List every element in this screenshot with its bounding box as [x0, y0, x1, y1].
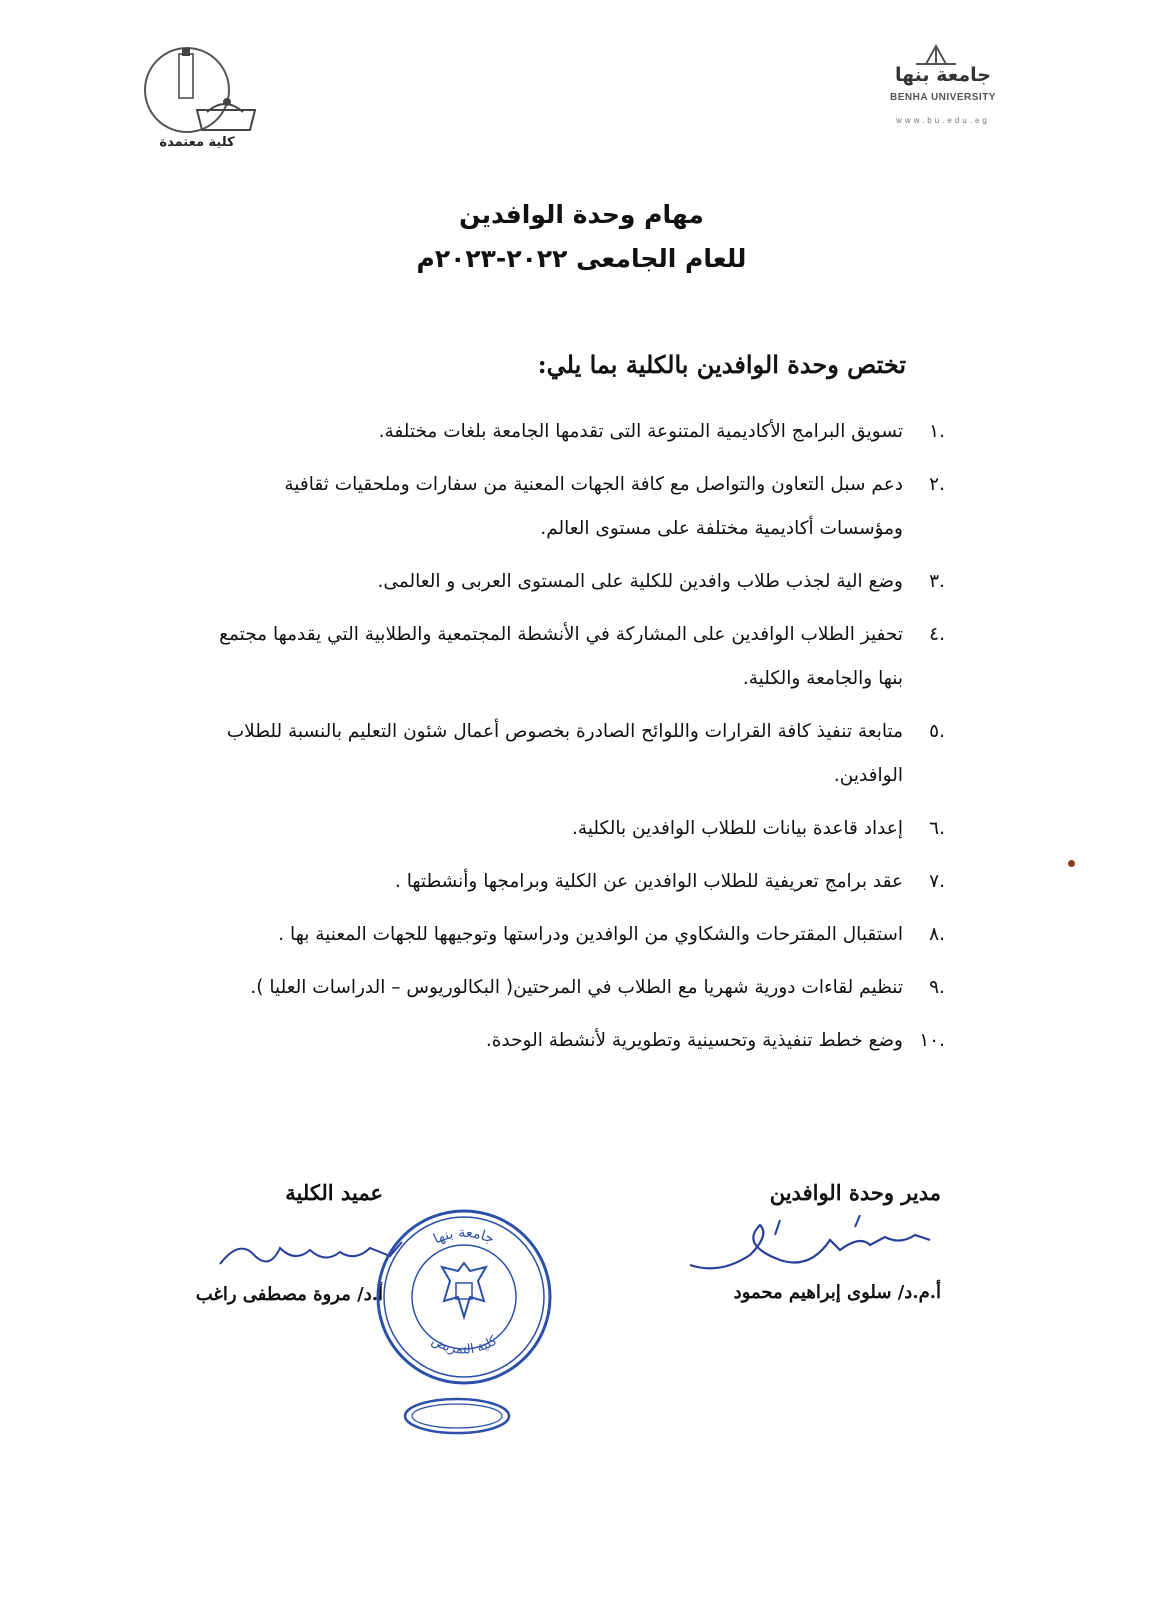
item-text: تنظيم لقاءات دورية شهريا مع الطلاب في المرحتين( البكالوريوس – الدراسات العليا ). — [250, 977, 903, 998]
list-item — [200, 560, 945, 604]
list-item — [200, 463, 945, 551]
signature-title-dean: عميد الكلية — [285, 1180, 383, 1205]
item-text: دعم سبل التعاون والتواصل مع كافة الجهات المعنية من سفارات وملحقيات ثقافية ومؤسسات أكاديمية مختلفة على مستوى العالم. — [284, 474, 903, 539]
item-text: متابعة تنفيذ كافة القرارات واللوائح الصادرة بخصوص أعمال شئون التعليم بالنسبة للطلاب الوافدين. — [226, 721, 903, 786]
university-name-arabic: جامعة بنها — [894, 64, 992, 86]
item-number: .٢ — [929, 474, 945, 495]
stamp-bottom-text: كلية التمريض — [428, 1333, 501, 1358]
item-number: .٦ — [929, 818, 945, 839]
item-text: تحفيز الطلاب الوافدين على المشاركة في الأنشطة المجتمعية والطلابية التي يقدمها مجتمع بنها والجامعة والكلية. — [219, 624, 903, 689]
svg-text:جامعة بنها — [431, 1225, 497, 1248]
university-website: www.bu.edu.eg — [896, 116, 990, 125]
item-number: .٥ — [929, 721, 945, 742]
stamp-top-text: جامعة بنها — [430, 1224, 497, 1248]
intro-heading: تختص وحدة الوافدين بالكلية بما يلي: — [537, 350, 906, 379]
list-item — [200, 860, 945, 904]
ink-speck — [1068, 860, 1075, 867]
official-stamp — [372, 1205, 557, 1390]
item-text: تسويق البرامج الأكاديمية المتنوعة التى تقدمها الجامعة بلغات مختلفة. — [378, 421, 903, 442]
item-number: .٩ — [929, 977, 945, 998]
serial-number-stamp — [402, 1396, 512, 1436]
list-item — [200, 410, 945, 454]
signature-title-unit-director: مدير وحدة الوافدين — [769, 1180, 941, 1205]
item-number: .١ — [929, 421, 945, 442]
item-text: وضع خطط تنفيذية وتحسينية وتطويرية لأنشطة الوحدة. — [485, 1030, 903, 1051]
accreditation-label: كلية معتمدة — [159, 135, 235, 150]
item-text: استقبال المقترحات والشكاوي من الوافدين ودراستها وتوجيهها للجهات المعنية بها . — [278, 924, 903, 945]
list-item — [200, 613, 945, 701]
item-text: إعداد قاعدة بيانات للطلاب الوافدين بالكلية. — [572, 818, 903, 839]
item-text: عقد برامج تعريفية للطلاب الوافدين عن الكلية وبرامجها وأنشطتها . — [394, 871, 903, 892]
document-subtitle: للعام الجامعى ٢٠٢٢-٢٠٢٣م — [416, 244, 747, 273]
eagle-emblem-icon — [442, 1263, 486, 1317]
list-item — [200, 1019, 945, 1063]
item-number: .٧ — [929, 871, 945, 892]
list-item — [200, 807, 945, 851]
signature-name-dean: أ.د/ مروة مصطفى راغب — [195, 1284, 383, 1305]
svg-text:كلية التمريض — [429, 1333, 501, 1358]
handwritten-signature — [680, 1215, 940, 1280]
document-title: مهام وحدة الوافدين — [459, 200, 704, 229]
item-number: .١٠ — [919, 1030, 945, 1051]
university-name-english: BENHA UNIVERSITY — [890, 92, 996, 103]
item-number: .٣ — [929, 571, 945, 592]
signature-name-unit-director: أ.م.د/ سلوى إبراهيم محمود — [733, 1282, 941, 1303]
list-item — [200, 913, 945, 957]
list-item — [200, 710, 945, 798]
item-text: وضع الية لجذب طلاب وافدين للكلية على المستوى العربى و العالمى. — [377, 571, 903, 592]
item-number: .٨ — [929, 924, 945, 945]
item-number: .٤ — [929, 624, 945, 645]
tasks-list — [200, 410, 945, 1072]
list-item — [200, 966, 945, 1010]
